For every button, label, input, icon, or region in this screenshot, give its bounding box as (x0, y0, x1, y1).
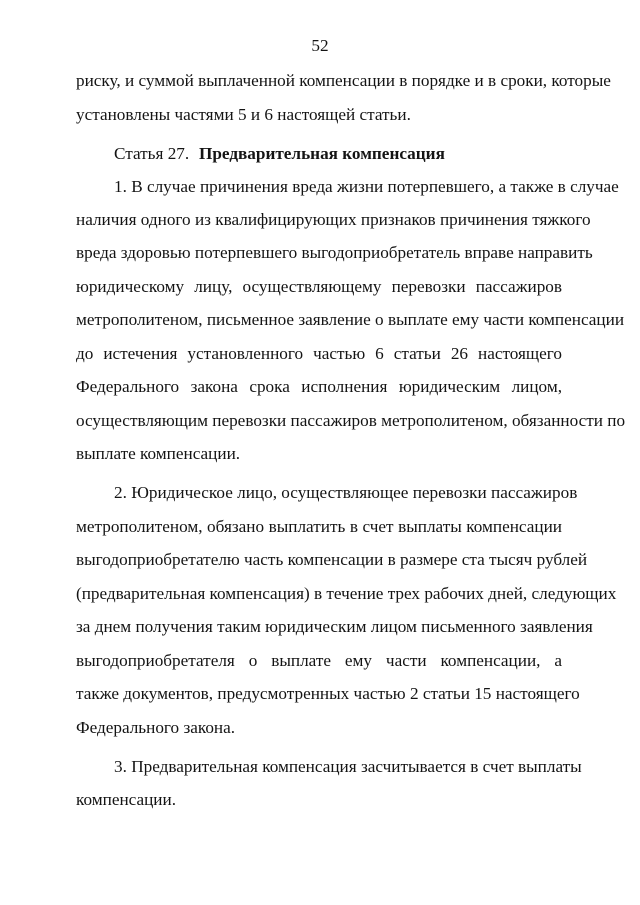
article-title: Предварительная компенсация (199, 144, 445, 163)
article-number: Статья 27. (114, 144, 190, 163)
text-line: метрополитеном, обязано выплатить в счет выплаты компенсации (76, 517, 562, 536)
text-line: установлены частями 5 и 6 настоящей статьи. (76, 105, 411, 124)
text-line: за днем получения таким юридическим лицом письменного заявления (76, 617, 593, 636)
text-line: выплате компенсации. (76, 444, 241, 463)
page-number: 52 (311, 36, 329, 55)
text-line: риску, и суммой выплаченной компенсации в порядке и в сроки, которые (76, 71, 611, 90)
text-line: 3. Предварительная компенсация засчитывается в счет выплаты (114, 757, 582, 776)
text-line: выгодоприобретателя о выплате ему части компенсации, а (76, 651, 562, 670)
text-line: выгодоприобретателю часть компенсации в размере ста тысяч рублей (76, 550, 588, 569)
text-line: компенсации. (76, 790, 177, 809)
text-line: Федерального закона срока исполнения юридическим лицом, (76, 377, 562, 396)
text-line: юридическому лицу, осуществляющему перевозки пассажиров (76, 277, 562, 296)
text-line: вреда здоровью потерпевшего выгодоприобретатель вправе направить (76, 243, 593, 262)
text-line: осуществляющим перевозки пассажиров метрополитеном, обязанности по (76, 411, 626, 430)
text-line: Федерального закона. (76, 718, 236, 737)
text-line: до истечения установленного частью 6 статьи 26 настоящего (76, 344, 562, 363)
text-line: 2. Юридическое лицо, осуществляющее перевозки пассажиров (114, 483, 578, 502)
article-heading (114, 143, 445, 165)
text-line: метрополитеном, письменное заявление о выплате ему части компенсации (76, 310, 625, 329)
text-line: наличия одного из квалифицирующих признаков причинения тяжкого (76, 210, 591, 229)
text-line: (предварительная компенсация) в течение трех рабочих дней, следующих (76, 584, 617, 603)
text-line: также документов, предусмотренных частью 2 статьи 15 настоящего (76, 684, 580, 703)
text-line: 1. В случае причинения вреда жизни потерпевшего, а также в случае (114, 177, 619, 196)
